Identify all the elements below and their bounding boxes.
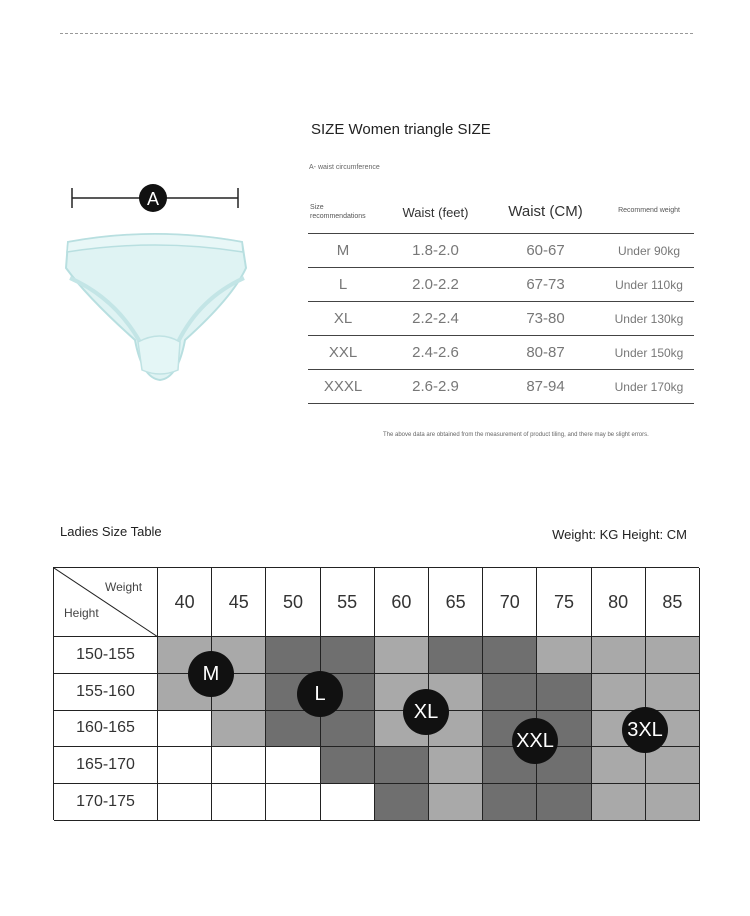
size-cell (321, 637, 375, 674)
size-cell: XXL (328, 344, 358, 361)
height-header: 165-170 (54, 747, 158, 784)
weight-cell: Under 130kg (614, 312, 684, 326)
feet-cell: 2.2-2.4 (412, 310, 459, 327)
ladies-units: Weight: KG Height: CM (552, 527, 687, 542)
size-cell (537, 784, 591, 821)
size-badge: 3XL (622, 707, 668, 753)
size-cell (537, 637, 591, 674)
ladies-size-grid (53, 567, 699, 820)
size-cell (429, 637, 483, 674)
size-cell (646, 784, 700, 821)
size-cell: L (338, 276, 348, 293)
size-cell (375, 637, 429, 674)
size-cell (483, 637, 537, 674)
size-cell (158, 711, 212, 748)
size-badge: L (297, 671, 343, 717)
size-cell (592, 784, 646, 821)
weight-header: 60 (375, 568, 429, 637)
size-cell (483, 784, 537, 821)
cm-cell: 87-94 (526, 378, 565, 395)
size-row (308, 336, 694, 370)
size-cell (321, 784, 375, 821)
size-cell (212, 711, 266, 748)
weight-header: 45 (212, 568, 266, 637)
corner-cell (54, 568, 158, 637)
size-cell (212, 784, 266, 821)
ladies-table-title: Ladies Size Table (60, 524, 162, 539)
size-cell (537, 674, 591, 711)
size-cell (429, 784, 483, 821)
briefs-icon (66, 234, 246, 380)
corner-height-label: Height (64, 606, 99, 620)
weight-header: 55 (321, 568, 375, 637)
feet-cell: 1.8-2.0 (412, 242, 459, 259)
size-row (308, 370, 694, 404)
weight-header: 40 (158, 568, 212, 637)
height-header: 150-155 (54, 637, 158, 674)
feet-cell: 2.0-2.2 (412, 276, 459, 293)
height-header: 160-165 (54, 711, 158, 748)
weight-cell: Under 90kg (617, 244, 681, 258)
size-cell (266, 747, 320, 784)
footnote: The above data are obtained from the measurement of product tiling, and there may be slight errors. (383, 432, 649, 438)
size-cell (646, 747, 700, 784)
size-badge: XXL (512, 718, 558, 764)
header-weight: Recommend weight (618, 207, 680, 214)
feet-cell: 2.4-2.6 (412, 344, 459, 361)
header-size: Size recommendations (310, 204, 366, 220)
top-divider (60, 33, 693, 34)
size-cell (266, 784, 320, 821)
size-cell: M (336, 242, 350, 259)
weight-header: 65 (429, 568, 483, 637)
size-row (308, 268, 694, 302)
size-cell (375, 784, 429, 821)
size-cell (429, 747, 483, 784)
weight-cell: Under 150kg (614, 346, 684, 360)
size-cell (266, 637, 320, 674)
cm-cell: 73-80 (526, 310, 565, 327)
size-row (308, 234, 694, 268)
weight-cell: Under 110kg (615, 278, 683, 292)
size-cell (212, 747, 266, 784)
cm-cell: 60-67 (526, 242, 565, 259)
feet-cell: 2.6-2.9 (412, 378, 459, 395)
size-cell (592, 637, 646, 674)
weight-header: 75 (537, 568, 591, 637)
weight-header: 50 (266, 568, 320, 637)
underwear-illustration (60, 180, 260, 390)
weight-cell: Under 170kg (614, 380, 684, 394)
size-cell: XXXL (323, 378, 363, 395)
size-cell (592, 747, 646, 784)
size-row (308, 302, 694, 336)
corner-weight-label: Weight (105, 580, 143, 594)
size-cell (592, 674, 646, 711)
measure-note: A- waist circumference (309, 164, 380, 171)
size-badge: M (188, 651, 234, 697)
size-cell (158, 784, 212, 821)
size-cell (321, 747, 375, 784)
size-cell (646, 637, 700, 674)
size-cell (483, 674, 537, 711)
size-cell (158, 747, 212, 784)
measure-marker-label: A (146, 189, 160, 209)
weight-header: 85 (646, 568, 700, 637)
size-cell (646, 674, 700, 711)
size-cell (375, 747, 429, 784)
size-cell: XL (333, 310, 353, 327)
size-badge: XL (403, 689, 449, 735)
size-title: SIZE Women triangle SIZE (311, 121, 491, 138)
header-cm: Waist (CM) (508, 203, 583, 220)
cm-cell: 80-87 (526, 344, 565, 361)
header-feet: Waist (feet) (402, 205, 469, 220)
size-cell (321, 711, 375, 748)
height-header: 155-160 (54, 674, 158, 711)
cm-cell: 67-73 (526, 276, 565, 293)
height-header: 170-175 (54, 784, 158, 821)
weight-header: 80 (592, 568, 646, 637)
size-cell (266, 711, 320, 748)
size-table-header (308, 195, 694, 234)
weight-header: 70 (483, 568, 537, 637)
